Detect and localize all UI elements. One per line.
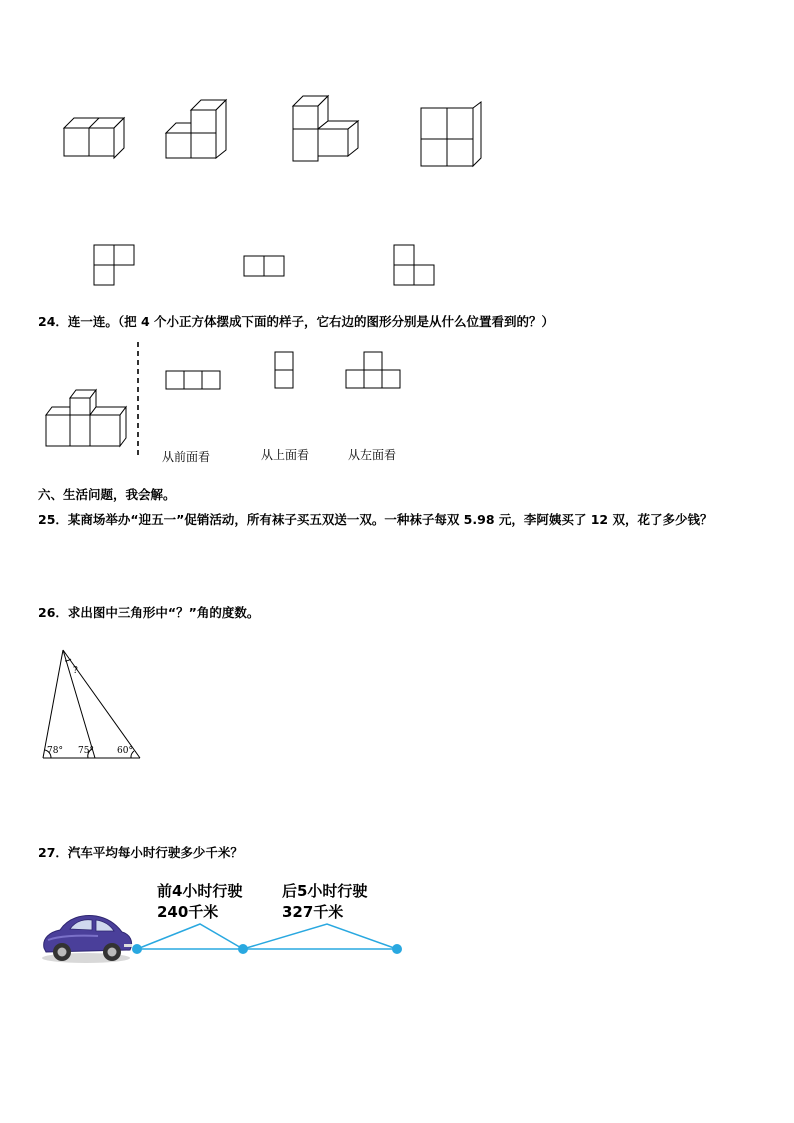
segment-2-label [282,881,367,923]
cube-solid-4 [421,108,483,168]
label-left-view: 从左面看 [348,448,397,462]
view-left-shape [346,352,402,390]
view-front-shape [166,371,222,391]
car-icon [38,910,134,964]
label-top-view: 从上面看 [261,448,310,462]
view-top-shape [275,352,295,390]
question-26-text: 26．求出图中三角形中“？”角的度数。 [38,605,260,620]
label-front-view: 从前面看 [162,450,211,464]
distance-diagram [130,918,406,958]
angle-label-75: 75° [78,746,94,756]
dashed-divider [136,342,140,460]
segment-1-line2: 240千米 [157,903,219,921]
angle-label-unknown: ? [73,666,78,676]
view-shape-c [394,245,436,287]
cube-solid-3 [293,96,363,164]
segment-1-line1: 前4小时行驶 [157,882,243,900]
segment-2-line2: 327千米 [282,903,344,921]
segment-1-label [157,881,242,923]
section-6-title: 六、生活问题，我会解。 [38,487,176,502]
cube-solid-2 [166,100,230,162]
triangle-figure [40,648,144,762]
segment-2-line1: 后5小时行驶 [282,882,368,900]
question-24-solid [46,390,126,448]
angle-label-60: 60° [117,746,133,756]
question-27-text: 27．汽车平均每小时行驶多少千米？ [38,845,243,860]
view-shape-a [94,245,136,287]
question-25-text: 25．某商场举办“迎五一”促销活动，所有袜子买五双送一双。一种袜子每双 5.98 元，李阿姨买了 12 双，花了多少钱？ [38,512,713,527]
cube-solid-1 [64,118,128,160]
view-shape-b [244,256,286,278]
angle-label-78: 78° [47,746,63,756]
question-24-text: 24．连一连。（把 4 个小正方体摆成下面的样子，它右边的图形分别是从什么位置看到的？） [38,314,555,329]
